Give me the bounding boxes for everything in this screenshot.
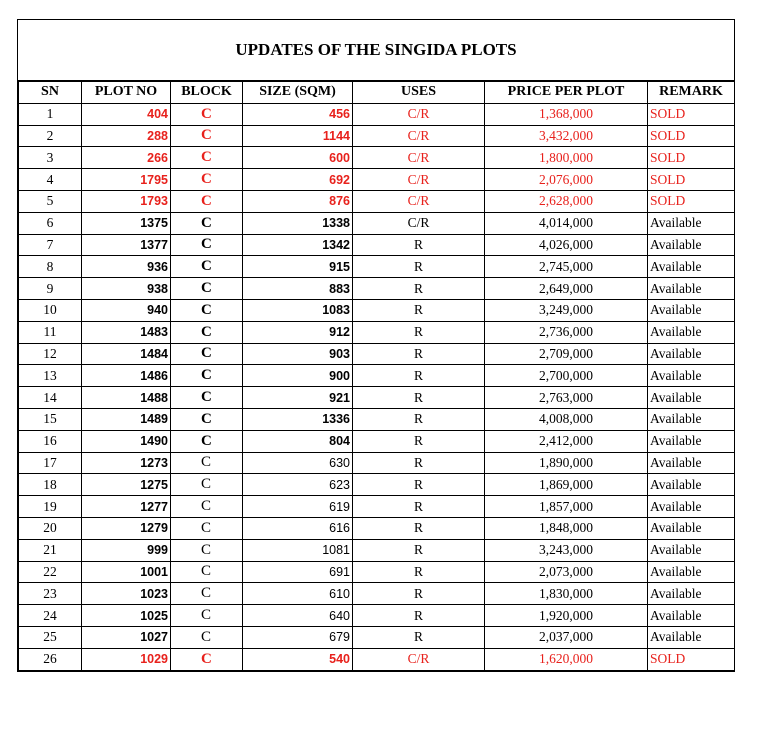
size-cell: 915 [243,256,353,278]
plot-no-cell: 1488 [82,387,171,409]
uses-cell: C/R [353,212,485,234]
table-row [19,299,735,321]
plot-no-cell: 1279 [82,517,171,539]
table-row [19,212,735,234]
uses-cell: R [353,561,485,583]
sn-cell: 25 [19,626,82,648]
table-row [19,496,735,518]
table-row [19,539,735,561]
price-cell: 2,745,000 [485,256,648,278]
table-row [19,430,735,452]
block-cell: C [171,430,243,452]
price-cell: 3,243,000 [485,539,648,561]
sn-cell: 4 [19,169,82,191]
size-cell: 900 [243,365,353,387]
uses-cell: R [353,321,485,343]
uses-cell: R [353,365,485,387]
sn-cell: 9 [19,278,82,300]
uses-cell: R [353,496,485,518]
price-cell: 1,368,000 [485,103,648,125]
table-body [19,103,735,670]
remark-cell: SOLD [648,190,735,212]
plot-no-cell: 1490 [82,430,171,452]
size-cell: 616 [243,517,353,539]
size-cell: 1144 [243,125,353,147]
block-cell: C [171,648,243,670]
price-cell: 1,800,000 [485,147,648,169]
uses-cell: C/R [353,125,485,147]
remark-cell: Available [648,474,735,496]
block-cell: C [171,234,243,256]
price-cell: 1,920,000 [485,605,648,627]
price-cell: 4,014,000 [485,212,648,234]
uses-cell: R [353,299,485,321]
block-cell: C [171,147,243,169]
size-cell: 876 [243,190,353,212]
block-cell: C [171,626,243,648]
remark-cell: Available [648,430,735,452]
price-cell: 2,763,000 [485,387,648,409]
uses-cell: C/R [353,147,485,169]
table-row [19,169,735,191]
sn-cell: 14 [19,387,82,409]
plot-no-cell: 1001 [82,561,171,583]
price-cell: 1,620,000 [485,648,648,670]
size-cell: 804 [243,430,353,452]
sn-cell: 10 [19,299,82,321]
sn-cell: 16 [19,430,82,452]
sn-cell: 15 [19,408,82,430]
remark-cell: Available [648,343,735,365]
remark-cell: Available [648,496,735,518]
block-cell: C [171,605,243,627]
header-remark: REMARK [648,82,735,104]
plot-no-cell: 999 [82,539,171,561]
size-cell: 540 [243,648,353,670]
size-cell: 1081 [243,539,353,561]
table-row [19,190,735,212]
sn-cell: 6 [19,212,82,234]
sn-cell: 3 [19,147,82,169]
remark-cell: Available [648,626,735,648]
block-cell: C [171,278,243,300]
uses-cell: R [353,539,485,561]
price-cell: 1,857,000 [485,496,648,518]
uses-cell: R [353,408,485,430]
remark-cell: Available [648,234,735,256]
remark-cell: Available [648,365,735,387]
table-row [19,561,735,583]
uses-cell: R [353,452,485,474]
plot-no-cell: 1484 [82,343,171,365]
sn-cell: 13 [19,365,82,387]
table-row [19,278,735,300]
remark-cell: SOLD [648,169,735,191]
block-cell: C [171,496,243,518]
remark-cell: Available [648,387,735,409]
plot-no-cell: 266 [82,147,171,169]
price-cell: 1,848,000 [485,517,648,539]
price-cell: 2,709,000 [485,343,648,365]
block-cell: C [171,169,243,191]
plot-no-cell: 1029 [82,648,171,670]
size-cell: 692 [243,169,353,191]
remark-cell: Available [648,583,735,605]
remark-cell: Available [648,517,735,539]
block-cell: C [171,408,243,430]
plot-no-cell: 1023 [82,583,171,605]
plot-no-cell: 936 [82,256,171,278]
header-plot-no: PLOT NO [82,82,171,104]
remark-cell: Available [648,278,735,300]
remark-cell: Available [648,212,735,234]
plot-no-cell: 1377 [82,234,171,256]
plot-no-cell: 1025 [82,605,171,627]
size-cell: 1083 [243,299,353,321]
plot-no-cell: 1489 [82,408,171,430]
size-cell: 600 [243,147,353,169]
size-cell: 691 [243,561,353,583]
sn-cell: 17 [19,452,82,474]
uses-cell: R [353,343,485,365]
uses-cell: R [353,278,485,300]
table-row [19,605,735,627]
table-row [19,365,735,387]
plot-no-cell: 1275 [82,474,171,496]
block-cell: C [171,583,243,605]
table-row [19,474,735,496]
uses-cell: R [353,256,485,278]
block-cell: C [171,299,243,321]
header-sn: SN [19,82,82,104]
remark-cell: Available [648,299,735,321]
price-cell: 2,076,000 [485,169,648,191]
plot-no-cell: 404 [82,103,171,125]
size-cell: 640 [243,605,353,627]
table-row [19,125,735,147]
size-cell: 883 [243,278,353,300]
block-cell: C [171,452,243,474]
remark-cell: SOLD [648,125,735,147]
remark-cell: Available [648,539,735,561]
sn-cell: 7 [19,234,82,256]
block-cell: C [171,125,243,147]
header-price: PRICE PER PLOT [485,82,648,104]
price-cell: 2,700,000 [485,365,648,387]
uses-cell: R [353,430,485,452]
uses-cell: R [353,626,485,648]
sn-cell: 8 [19,256,82,278]
price-cell: 1,869,000 [485,474,648,496]
sn-cell: 11 [19,321,82,343]
remark-cell: Available [648,256,735,278]
table-row [19,583,735,605]
remark-cell: Available [648,321,735,343]
size-cell: 912 [243,321,353,343]
block-cell: C [171,103,243,125]
table-row [19,517,735,539]
size-cell: 679 [243,626,353,648]
uses-cell: C/R [353,169,485,191]
size-cell: 1338 [243,212,353,234]
plot-no-cell: 288 [82,125,171,147]
uses-cell: R [353,517,485,539]
block-cell: C [171,539,243,561]
table-row [19,321,735,343]
sn-cell: 22 [19,561,82,583]
remark-cell: SOLD [648,147,735,169]
price-cell: 1,830,000 [485,583,648,605]
plot-no-cell: 1027 [82,626,171,648]
sn-cell: 2 [19,125,82,147]
table-row [19,626,735,648]
uses-cell: R [353,387,485,409]
size-cell: 610 [243,583,353,605]
plot-no-cell: 940 [82,299,171,321]
sn-cell: 23 [19,583,82,605]
size-cell: 619 [243,496,353,518]
size-cell: 630 [243,452,353,474]
size-cell: 623 [243,474,353,496]
table-row [19,147,735,169]
sn-cell: 26 [19,648,82,670]
plot-no-cell: 938 [82,278,171,300]
size-cell: 1336 [243,408,353,430]
block-cell: C [171,365,243,387]
sn-cell: 1 [19,103,82,125]
uses-cell: R [353,605,485,627]
block-cell: C [171,343,243,365]
size-cell: 903 [243,343,353,365]
table-row [19,452,735,474]
sn-cell: 24 [19,605,82,627]
table-row [19,103,735,125]
sn-cell: 5 [19,190,82,212]
table-row [19,648,735,670]
sn-cell: 19 [19,496,82,518]
price-cell: 2,736,000 [485,321,648,343]
remark-cell: Available [648,561,735,583]
block-cell: C [171,321,243,343]
sn-cell: 20 [19,517,82,539]
block-cell: C [171,517,243,539]
header-block: BLOCK [171,82,243,104]
uses-cell: R [353,583,485,605]
size-cell: 921 [243,387,353,409]
price-cell: 3,249,000 [485,299,648,321]
uses-cell: R [353,234,485,256]
remark-cell: SOLD [648,103,735,125]
table-row [19,408,735,430]
plot-no-cell: 1793 [82,190,171,212]
size-cell: 1342 [243,234,353,256]
plot-no-cell: 1277 [82,496,171,518]
remark-cell: Available [648,605,735,627]
block-cell: C [171,212,243,234]
price-cell: 4,008,000 [485,408,648,430]
table-row [19,234,735,256]
uses-cell: C/R [353,648,485,670]
sn-cell: 12 [19,343,82,365]
plot-no-cell: 1483 [82,321,171,343]
block-cell: C [171,387,243,409]
price-cell: 4,026,000 [485,234,648,256]
table-row [19,256,735,278]
header-size: SIZE (SQM) [243,82,353,104]
price-cell: 3,432,000 [485,125,648,147]
sn-cell: 18 [19,474,82,496]
block-cell: C [171,256,243,278]
price-cell: 2,628,000 [485,190,648,212]
plots-table [18,81,735,671]
block-cell: C [171,190,243,212]
remark-cell: Available [648,452,735,474]
sn-cell: 21 [19,539,82,561]
plot-no-cell: 1795 [82,169,171,191]
plot-no-cell: 1375 [82,212,171,234]
price-cell: 2,649,000 [485,278,648,300]
price-cell: 1,890,000 [485,452,648,474]
block-cell: C [171,474,243,496]
price-cell: 2,073,000 [485,561,648,583]
remark-cell: Available [648,408,735,430]
plot-no-cell: 1486 [82,365,171,387]
table-header-row [19,82,735,104]
price-cell: 2,037,000 [485,626,648,648]
uses-cell: R [353,474,485,496]
uses-cell: C/R [353,103,485,125]
plot-no-cell: 1273 [82,452,171,474]
table-row [19,343,735,365]
price-cell: 2,412,000 [485,430,648,452]
header-uses: USES [353,82,485,104]
plots-sheet [17,19,735,672]
table-row [19,387,735,409]
page-title: UPDATES OF THE SINGIDA PLOTS [18,20,734,81]
remark-cell: SOLD [648,648,735,670]
block-cell: C [171,561,243,583]
uses-cell: C/R [353,190,485,212]
size-cell: 456 [243,103,353,125]
